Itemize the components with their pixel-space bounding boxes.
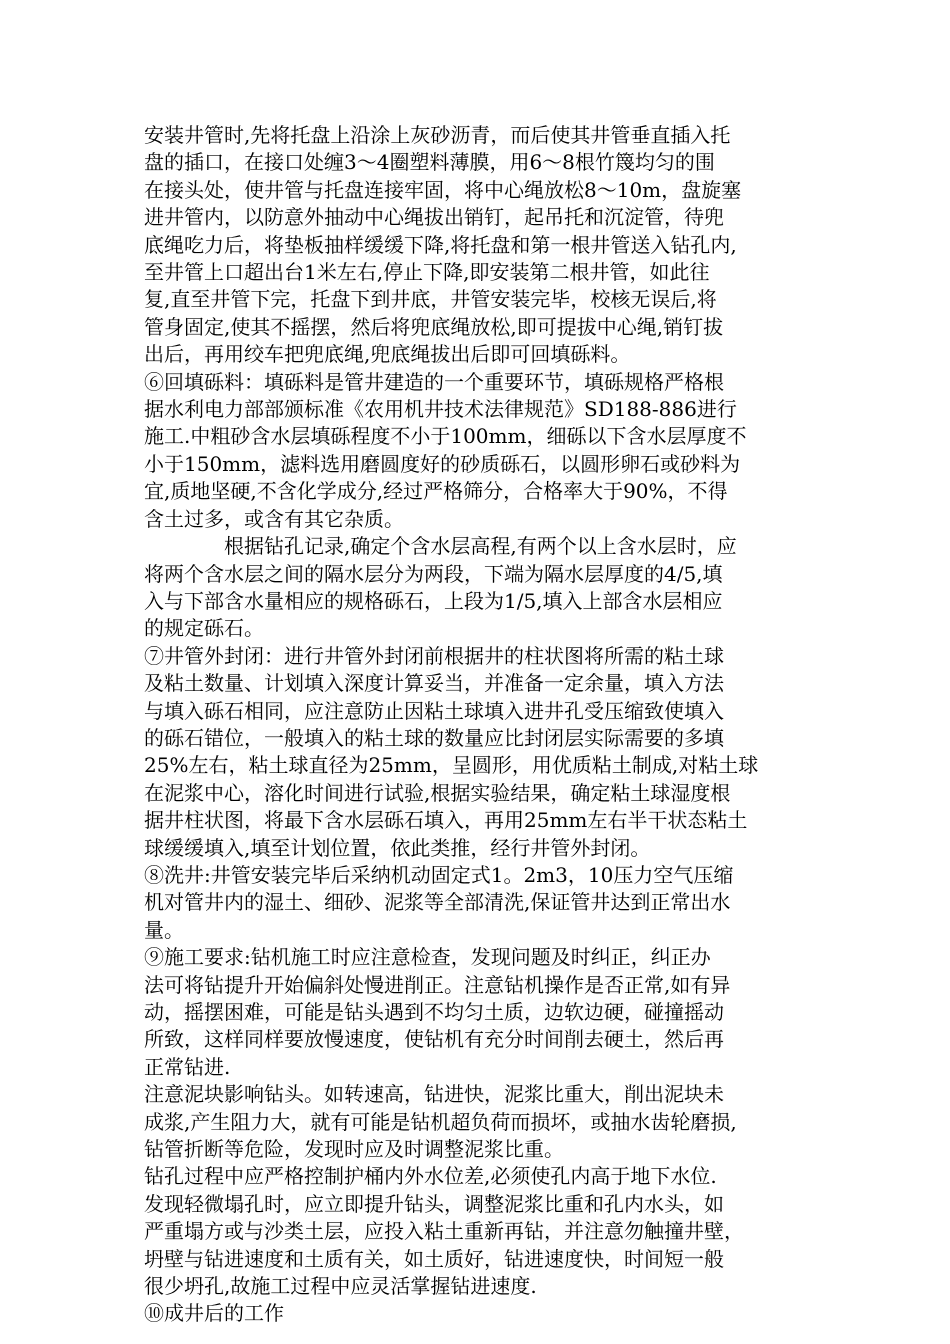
- paragraph-well-washing: ⑧洗井:井管安装完毕后采纳机动固定式1。2m3，10压力空气压缩 机对管井内的湿土、细砂、泥浆等全部清洗,保证管井达到正常出水 量。: [144, 862, 734, 942]
- paragraph-water-level-control: 钻孔过程中应严格控制护桶内外水位差,必须使孔内高于地下水位. 发现轻微塌孔时，应立即提升钻头，调整泥浆比重和孔内水头，如 严重塌方或与沙类土层，应投入粘土重新再钻，并注意勿触撞井壁， 坍壁与钻进速度和土质有关，如土质好，钻进速度快，时间短一般 很少坍孔,故施工过程中应灵活掌握钻进速度.: [144, 1164, 744, 1299]
- paragraph-outer-seal: ⑦井管外封闭：进行井管外封闭前根据井的柱状图将所需的粘土球 及粘土数量、计划填入深度计算妥当，并准备一定余量，填入方法 与填入砾石相同，应注意防止因粘土球填入进井孔受压缩致使填入 的砾石错位，一般填入的粘土球的数量应比封闭层实际需要的多填 25%左右，粘土球直径为25mm，呈圆形，用优质粘土制成,对粘土球 在泥浆中心，溶化时间进行试验,根据实验结果，确定粘土球湿度根 据井柱状图，将最下含水层砾石填入，再用25mm左右半干状态粘土 球缓缓填入,填至计划位置，依此类推，经行井管外封闭。: [144, 643, 759, 860]
- document-body: [144, 122, 812, 1328]
- paragraph-gravel-backfill: ⑥回填砾料：填砾料是管井建造的一个重要环节，填砾规格严格根 据水利电力部部颁标准《农用机井技术法律规范》SD188-886进行 施工.中粗砂含水层填砾程度不小于100mm，细砾以下含水层厚度不 小于150mm，滤料选用磨圆度好的砂质砾石，以圆形卵石或砂料为 宜,质地坚硬,不含化学成分,经过严格筛分，合格率大于90%，不得 含土过多，或含有其它杂质。: [144, 369, 747, 531]
- section-heading-after-completion: ⑩成井后的工作: [144, 1301, 284, 1326]
- paragraph-mud-block: 注意泥块影响钻头。如转速高，钻进快，泥浆比重大，削出泥块未 成浆,产生阻力大，就有可能是钻机超负荷而损坏，或抽水齿轮磨损, 钻管折断等危险，发现时应及时调整泥浆比重。: [144, 1082, 737, 1162]
- paragraph-construction-requirements: ⑨施工要求:钻机施工时应注意检查，发现问题及时纠正，纠正办 法可将钻提升开始偏斜处慢进削正。注意钻机操作是否正常,如有异 动，摇摆困难，可能是钻头遇到不均匀土质，边软边硬，碰撞摇动 所致，这样同样要放慢速度，使钻机有充分时间削去硬土，然后再 正常钻进.: [144, 945, 731, 1079]
- paragraph-aquifer-division: 根据钻孔记录,确定个含水层高程,有两个以上含水层时，应 将两个含水层之间的隔水层分为两段，下端为隔水层厚度的4/5,填 入与下部含水量相应的规格砾石，上段为1/5,填入上部含水层相应 的规定砾石。: [144, 534, 737, 641]
- paragraph-well-pipe-installation: 安装井管时,先将托盘上沿涂上灰砂沥青，而后使其井管垂直插入托 盘的插口，在接口处缠3～4圈塑料薄膜，用6～8根竹篾均匀的围 在接头处，使井管与托盘连接牢固，将中心绳放松8～10m，盘旋塞 进井管内，以防意外抽动中心绳拔出销钉，起吊托和沉淀管，待兜 底绳吃力后，将垫板抽样缓缓下降,将托盘和第一根井管送入钻孔内, 至井管上口超出台1米左右,停止下降,即安装第二根井管，如此往 复,直至井管下完，托盘下到井底，井管安装完毕，校核无误后,将 管身固定,使其不摇摆，然后将兜底绳放松,即可提拔中心绳,销钉拔 出后，再用绞车把兜底绳,兜底绳拔出后即可回填砾料。: [144, 123, 742, 367]
